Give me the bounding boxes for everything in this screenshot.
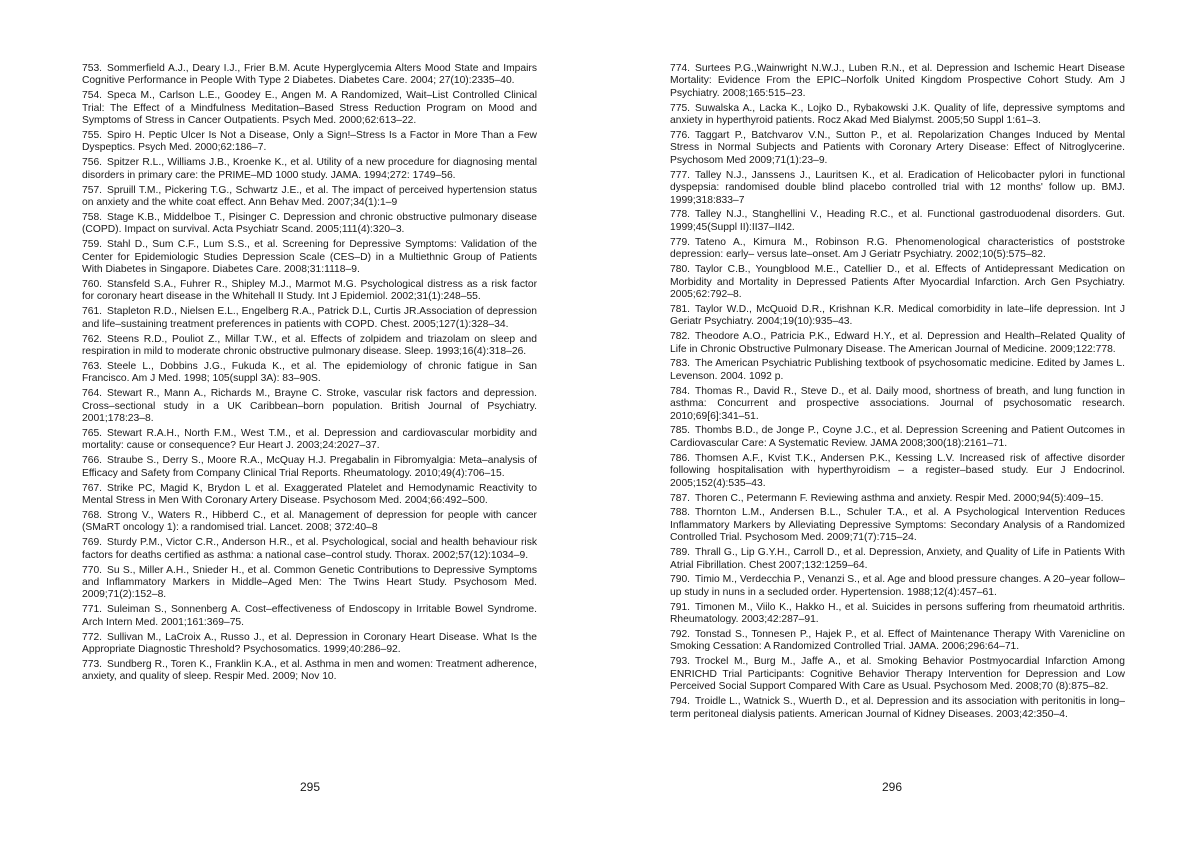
reference-text: Talley N.J., Janssens J., Lauritsen K., et al. Eradication of Helicobacter pylori in functional dyspepsia: randomised double blind placebo controlled trial with 12 months' follow up. BMJ. 1999;318:833–7 bbox=[670, 169, 1125, 206]
reference-entry bbox=[670, 331, 1125, 356]
reference-number: 771. bbox=[82, 604, 103, 616]
reference-entry bbox=[670, 547, 1125, 572]
reference-entry bbox=[82, 428, 537, 453]
reference-text: Suleiman S., Sonnenberg A. Cost–effectiveness of Endoscopy in Irritable Bowel Syndrome. Arch Intern Med. 2001;161:369–75. bbox=[82, 604, 537, 628]
reference-text: Thornton L.M., Andersen B.L., Schuler T.A., et al. A Psychological Intervention Reduces Inflammatory Markers by Alleviating Depressive Symptoms: Secondary Analysis of a Randomized Controlled Trial. Psychosom Med. 2009;71(7):715–24. bbox=[670, 507, 1125, 544]
reference-text: Stage K.B., Middelboe T., Pisinger C. Depression and chronic obstructive pulmonary disease (COPD). Impact on survival. Acta Psychiatr Scand. 2005;111(4):320–3. bbox=[82, 211, 537, 236]
reference-number: 759. bbox=[82, 239, 103, 251]
reference-text: Tateno A., Kimura M., Robinson R.G. Phenomenological characteristics of poststroke depression: early– versus late–onset. Am J Geriatr Psychiatry. 2002;10(5):575–82. bbox=[670, 236, 1125, 261]
reference-entry bbox=[670, 602, 1125, 627]
reference-number: 777. bbox=[670, 169, 691, 181]
reference-text: Timio M., Verdecchia P., Venanzi S., et al. Age and blood pressure changes. A 20–year follow–up study in nuns in a secluded order. Hypertension. 1988;12(4):457–61. bbox=[670, 574, 1125, 598]
reference-text: Taylor W.D., McQuoid D.R., Krishnan K.R. Medical comorbidity in late–life depression. Int J Geriatr Psychiatry. 2004;19(10):935–43. bbox=[670, 303, 1125, 328]
reference-text: Steens R.D., Pouliot Z., Millar T.W., et al. Effects of zolpidem and triazolam on sleep and respiration in mild to moderate chronic obstructive pulmonary disease. Sleep. 1993;16(4):318–26. bbox=[82, 333, 537, 358]
reference-text: Suwalska A., Lacka K., Lojko D., Rybakowski J.K. Quality of life, depressive symptoms and anxiety in hyperthyroid patients. Rocz Akad Med Bialymst. 2005;50 Suppl 1:61–3. bbox=[670, 102, 1125, 127]
reference-text: Steele L., Dobbins J.G., Fukuda K., et al. The epidemiology of chronic fatigue in San Francisco. Am J Med. 1998; 105(suppl 3A): 83–90S. bbox=[82, 360, 537, 385]
reference-entry bbox=[670, 629, 1125, 654]
reference-text: Strong V., Waters R., Hibberd C., et al. Management of depression for people with cancer (SMaRT oncology 1): a randomised trial. Lancet. 2008; 372:40–8 bbox=[82, 509, 537, 534]
page-number: 296 bbox=[881, 780, 903, 794]
reference-entry bbox=[82, 185, 537, 210]
reference-entry bbox=[670, 130, 1125, 167]
reference-entry bbox=[82, 63, 537, 88]
reference-entry bbox=[670, 574, 1125, 599]
reference-entry bbox=[82, 537, 537, 562]
reference-number: 792. bbox=[670, 629, 691, 641]
reference-entry bbox=[670, 170, 1125, 207]
reference-number: 772. bbox=[82, 631, 103, 643]
reference-text: Su S., Miller A.H., Snieder H., et al. Common Genetic Contributions to Depressive Symptoms and Inflammatory Markers in Middle–Aged Men: The Twins Heart Study. Psychosom Med. 2009;71(2):152–8. bbox=[82, 564, 537, 601]
reference-text: Sturdy P.M., Victor C.R., Anderson H.R., et al. Psychological, social and health behaviour risk factors for deaths certified as asthma: a national case–control study. Thorax. 2002;57(12):1034–9. bbox=[82, 537, 537, 561]
reference-number: 756. bbox=[82, 157, 103, 169]
reference-number: 778. bbox=[670, 209, 691, 221]
reference-entry bbox=[82, 483, 537, 508]
reference-entry bbox=[670, 358, 1125, 383]
reference-entry bbox=[670, 103, 1125, 128]
reference-entry bbox=[670, 237, 1125, 262]
reference-number: 761. bbox=[82, 306, 103, 318]
reference-entry bbox=[82, 90, 537, 127]
reference-text: Sullivan M., LaCroix A., Russo J., et al. Depression in Coronary Heart Disease. What Is the Appropriate Diagnostic Threshold? Psychosomatics. 1999;40:286–92. bbox=[82, 631, 537, 655]
reference-entry bbox=[670, 453, 1125, 490]
reference-number: 793. bbox=[670, 656, 691, 668]
reference-number: 769. bbox=[82, 537, 103, 549]
reference-text: Stewart R.A.H., North F.M., West T.M., et al. Depression and cardiovascular morbidity and mortality: cause or consequence? Eur Heart J. 2003;24:2027–37. bbox=[82, 427, 537, 452]
reference-number: 786. bbox=[670, 452, 691, 464]
reference-number: 774. bbox=[670, 63, 691, 74]
reference-text: Tonstad S., Tonnesen P., Hajek P., et al. Effect of Maintenance Therapy With Varenicline on Smoking Cessation: A Randomized Controlled Trial. JAMA. 2006;296:64–71. bbox=[670, 629, 1125, 653]
reference-entry bbox=[82, 632, 537, 657]
reference-entry bbox=[82, 212, 537, 237]
reference-text: Stahl D., Sum C.F., Lum S.S., et al. Screening for Depressive Symptoms: Validation of the Center for Epidemiologic Studies Depression Scale (CES–D) in a Multiethnic Group of Patients With Diabetes in Singapore. Diabetes Care. 2008;31:1118–9. bbox=[82, 239, 537, 276]
reference-entry bbox=[82, 565, 537, 602]
reference-entry bbox=[82, 306, 537, 331]
reference-text: Thomas R., David R., Steve D., et al. Daily mood, shortness of breath, and lung function in asthma: Concurrent and prospective associations. Journal of psychosomatic research. 2010;69[6]:341–51. bbox=[670, 385, 1125, 422]
reference-number: 775. bbox=[670, 102, 691, 114]
reference-text: Stewart R., Mann A., Richards M., Brayne C. Stroke, vascular risk factors and depression. Cross–sectional study in a UK Caribbean–born population. British Journal of Psychiatry. 2001;178:23–8. bbox=[82, 388, 537, 425]
reference-entry bbox=[670, 696, 1125, 721]
reference-entry bbox=[82, 659, 537, 684]
reference-number: 791. bbox=[670, 601, 691, 613]
reference-number: 763. bbox=[82, 360, 103, 372]
reference-text: Straube S., Derry S., Moore R.A., McQuay H.J. Pregabalin in Fibromyalgia: Meta–analysis of Efficacy and Safety from Company Clinical Trial Reports. Rheumatology. 2010;49(4):706–15. bbox=[82, 455, 537, 479]
reference-text: Talley N.J., Stanghellini V., Heading R.C., et al. Functional gastroduodenal disorders. Gut. 1999;45(Suppl II):II37–II42. bbox=[670, 209, 1125, 233]
reference-entry bbox=[670, 63, 1125, 100]
page-number: 295 bbox=[299, 780, 321, 794]
reference-entry bbox=[670, 304, 1125, 329]
reference-entry bbox=[82, 604, 537, 629]
reference-number: 776. bbox=[670, 130, 691, 142]
reference-number: 766. bbox=[82, 455, 103, 467]
reference-number: 782. bbox=[670, 331, 691, 343]
reference-number: 768. bbox=[82, 509, 103, 521]
reference-number: 783. bbox=[670, 358, 691, 370]
reference-entry bbox=[670, 507, 1125, 544]
reference-number: 773. bbox=[82, 658, 103, 670]
reference-text: Trockel M., Burg M., Jaffe A., et al. Smoking Behavior Postmyocardial Infarction Among ENRICHD Trial Participants: Cognitive Behavior Therapy Intervention for Depression and Low Perceived Social Support Compared With Care as Usual. Psychosom Med. 2008;70 (8):875–82. bbox=[670, 656, 1125, 693]
right-page bbox=[600, 0, 1200, 848]
reference-text: Thomsen A.F., Kvist T.K., Andersen P.K., Kessing L.V. Increased risk of affective disorder following hospitalisation with hyperthyroidism – a register–based study. Eur J Endocrinol. 2005;152(4):535–43. bbox=[670, 452, 1125, 489]
reference-number: 767. bbox=[82, 482, 103, 494]
reference-number: 753. bbox=[82, 63, 103, 74]
reference-entry bbox=[82, 130, 537, 155]
reference-entry bbox=[670, 209, 1125, 234]
reference-text: Thombs B.D., de Jonge P., Coyne J.C., et al. Depression Screening and Patient Outcomes in Cardiovascular Care: A Systematic Review. JAMA 2008;300(18):2161–71. bbox=[670, 425, 1125, 449]
reference-text: Sommerfield A.J., Deary I.J., Frier B.M. Acute Hyperglycemia Alters Mood State and Impairs Cognitive Performance in People With Type 2 Diabetes. Diabetes Care. 2004; 27(10):2335–40. bbox=[82, 63, 537, 87]
reference-number: 760. bbox=[82, 279, 103, 290]
reference-text: Speca M., Carlson L.E., Goodey E., Angen M. A Randomized, Wait–List Controlled Clinical Trial: The Effect of a Mindfulness Meditation–Based Stress Reduction Program on Mood and Symptoms of Stress in Cancer Outpatients. Psych Med. 2000;62:613–22. bbox=[82, 90, 537, 127]
reference-text: Thrall G., Lip G.Y.H., Carroll D., et al. Depression, Anxiety, and Quality of Life in Patients With Atrial Fibrillation. Chest 2007;132:1259–64. bbox=[670, 547, 1125, 571]
reference-number: 779. bbox=[670, 236, 691, 248]
reference-number: 770. bbox=[82, 564, 103, 576]
reference-number: 788. bbox=[670, 507, 691, 519]
reference-number: 785. bbox=[670, 425, 691, 437]
reference-text: Sundberg R., Toren K., Franklin K.A., et al. Asthma in men and women: Treatment adherence, anxiety, and quality of sleep. Respir Med. 2009; Nov 10. bbox=[82, 658, 537, 683]
reference-text: Taylor C.B., Youngblood M.E., Catellier D., et al. Effects of Antidepressant Medication on Morbidity and Mortality in Depressed Patients After Myocardial Infarction. Arch Gen Psychiatry. 2005;62:792–8. bbox=[670, 264, 1125, 300]
reference-number: 765. bbox=[82, 427, 103, 439]
reference-number: 758. bbox=[82, 211, 103, 223]
reference-number: 780. bbox=[670, 264, 691, 276]
reference-text: Troidle L., Watnick S., Wuerth D., et al. Depression and its association with peritonitis in long–term peritoneal dialysis patients. American Journal of Kidney Diseases. 2003;42:350–4. bbox=[670, 696, 1125, 720]
reference-text: Timonen M., Viilo K., Hakko H., et al. Suicides in persons suffering from rheumatoid arthritis. Rheumatology. 2003;42:287–91. bbox=[670, 601, 1125, 626]
reference-text: The American Psychiatric Publishing textbook of psychosomatic medicine. Edited by James L. Levenson. 2004. 1092 p. bbox=[670, 358, 1125, 382]
reference-text: Spiro H. Peptic Ulcer Is Not a Disease, Only a Sign!–Stress Is a Factor in More Than a Few Dyspeptics. Psych Med. 2000;62:186–7. bbox=[82, 130, 537, 154]
reference-list bbox=[670, 63, 1125, 723]
reference-entry bbox=[82, 388, 537, 425]
reference-entry bbox=[670, 656, 1125, 693]
reference-number: 757. bbox=[82, 184, 103, 196]
reference-number: 754. bbox=[82, 90, 103, 102]
reference-number: 781. bbox=[670, 303, 691, 315]
reference-number: 790. bbox=[670, 574, 691, 586]
reference-entry bbox=[82, 279, 537, 304]
reference-entry bbox=[82, 239, 537, 276]
reference-text: Strike PC, Magid K, Brydon L et al. Exaggerated Platelet and Hemodynamic Reactivity to Mental Stress in Men With Coronary Artery Disease. Psychosom Med. 2004;66:492–500. bbox=[82, 482, 537, 506]
reference-number: 787. bbox=[670, 492, 691, 504]
reference-entry bbox=[82, 361, 537, 386]
reference-entry bbox=[82, 334, 537, 359]
reference-text: Spitzer R.L., Williams J.B., Kroenke K., et al. Utility of a new procedure for diagnosing mental disorders in primary care: the PRIME–MD 1000 study. JAMA. 1994;272: 1749–56. bbox=[82, 157, 537, 181]
reference-entry bbox=[82, 455, 537, 480]
reference-text: Taggart P., Batchvarov V.N., Sutton P., et al. Repolarization Changes Induced by Mental Stress in Normal Subjects and Patients with Coronary Artery Disease: Effect of Nitroglycerine. Psychosom Med 2009;71(1):23–9. bbox=[670, 130, 1125, 166]
reference-number: 762. bbox=[82, 333, 103, 345]
reference-entry bbox=[82, 510, 537, 535]
reference-list bbox=[82, 63, 537, 686]
reference-number: 764. bbox=[82, 388, 103, 400]
reference-number: 755. bbox=[82, 130, 103, 142]
reference-text: Spruill T.M., Pickering T.G., Schwartz J.E., et al. The impact of perceived hypertension status on anxiety and the white coat effect. Ann Behav Med. 2007;34(1):1–9 bbox=[82, 184, 537, 209]
reference-entry bbox=[670, 425, 1125, 450]
reference-text: Stansfeld S.A., Fuhrer R., Shipley M.J., Marmot M.G. Psychological distress as a risk factor for coronary heart disease in the Whitehall II Study. Int J Epidemiol. 2002;31(1):248–55. bbox=[82, 279, 537, 303]
reference-text: Thoren C., Petermann F. Reviewing asthma and anxiety. Respir Med. 2000;94(5):409–15. bbox=[695, 492, 1104, 504]
reference-number: 784. bbox=[670, 385, 691, 397]
reference-text: Surtees P.G.,Wainwright N.W.J., Luben R.N., et al. Depression and Ischemic Heart Disease Mortality: Evidence From the EPIC–Norfolk United Kingdom Prospective Cohort Study. Am J Psychiatry. 2008;165:515–23. bbox=[670, 63, 1125, 99]
reference-entry bbox=[670, 386, 1125, 423]
reference-entry bbox=[82, 157, 537, 182]
reference-text: Theodore A.O., Patricia P.K., Edward H.Y., et al. Depression and Health–Related Quality of Life in Chronic Obstructive Pulmonary Disease. The American Journal of Medicine. 2009;122:778. bbox=[670, 331, 1125, 355]
reference-number: 789. bbox=[670, 547, 691, 559]
reference-entry bbox=[670, 264, 1125, 301]
reference-number: 794. bbox=[670, 696, 691, 708]
reference-entry bbox=[670, 493, 1125, 505]
reference-text: Stapleton R.D., Nielsen E.L., Engelberg R.A., Patrick D.L, Curtis JR.Association of depression and life–sustaining treatment preferences in patients with COPD. Chest. 2005;127(1):328–34. bbox=[82, 306, 537, 330]
